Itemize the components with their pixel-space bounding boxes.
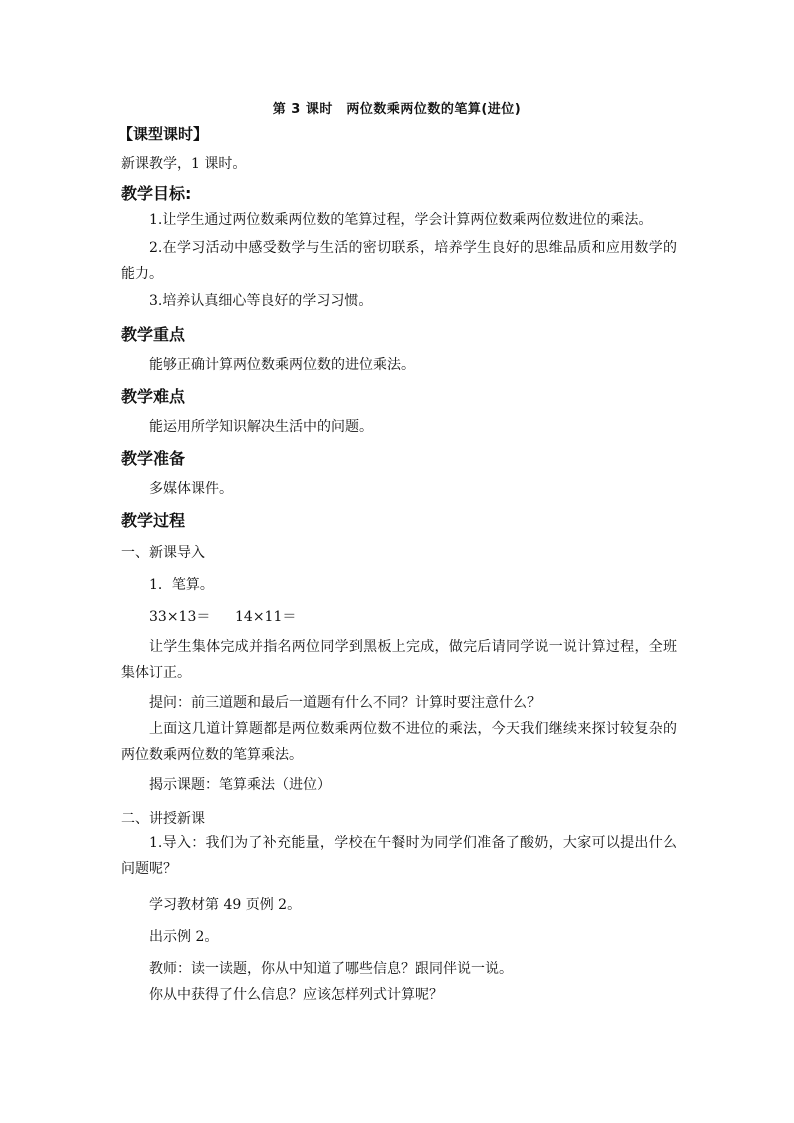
key-points-heading: 教学重点 [121,325,186,344]
preparation-heading: 教学准备 [121,449,186,468]
page-title: 第 3 课时 两位数乘两位数的笔算(进位) [272,102,522,117]
objective-item-3: 3.培养认真细心等良好的学习习惯。 [149,293,373,309]
calc-2: 14×11＝ [235,609,297,625]
part1-p4: 揭示课题：笔算乘法（进位） [149,777,331,793]
difficulties-text: 能运用所学知识解决生活中的问题。 [149,419,373,435]
part2-p4: 教师：读一读题，你从中知道了哪些信息？跟同伴说一说。 [149,961,513,977]
calc-1: 33×13＝ [149,609,211,625]
preparation-text: 多媒体课件。 [149,481,233,497]
process-heading: 教学过程 [121,511,186,530]
lesson-type-text: 新课教学，1 课时。 [121,156,247,172]
part1-item1: 1．笔算。 [149,577,214,593]
part2-heading: 二、讲授新课 [121,811,205,827]
key-points-text: 能够正确计算两位数乘两位数的进位乘法。 [149,357,415,373]
objective-item-2: 2.在学习活动中感受数学与生活的密切联系，培养学生良好的思维品质和应用数学的能力。 [121,240,677,282]
part1-p1: 让学生集体完成并指名两位同学到黑板上完成，做完后请同学说一说计算过程，全班集体订正。 [121,639,677,681]
difficulties-heading: 教学难点 [121,387,186,406]
part2-p5: 你从中获得了什么信息？应该怎样列式计算呢？ [149,987,443,1003]
part2-p3: 出示例 2。 [149,929,219,945]
part2-p1: 1.导入：我们为了补充能量，学校在午餐时为同学们准备了酸奶，大家可以提出什么问题呢？ [121,835,677,877]
part1-p2: 提问：前三道题和最后一道题有什么不同？计算时要注意什么？ [149,695,541,711]
lesson-type-heading: 【课型课时】 [118,125,209,143]
part1-heading: 一、新课导入 [121,545,205,561]
part2-p2: 学习教材第 49 页例 2。 [149,897,302,913]
objectives-heading: 教学目标: [121,184,192,203]
part1-p3: 上面这几道计算题都是两位数乘两位数不进位的乘法，今天我们继续来探讨较复杂的两位数乘两位数的笔算乘法。 [121,721,677,763]
calc-row [121,604,677,630]
objective-item-1: 1.让学生通过两位数乘两位数的笔算过程，学会计算两位数乘两位数进位的乘法。 [149,212,653,228]
